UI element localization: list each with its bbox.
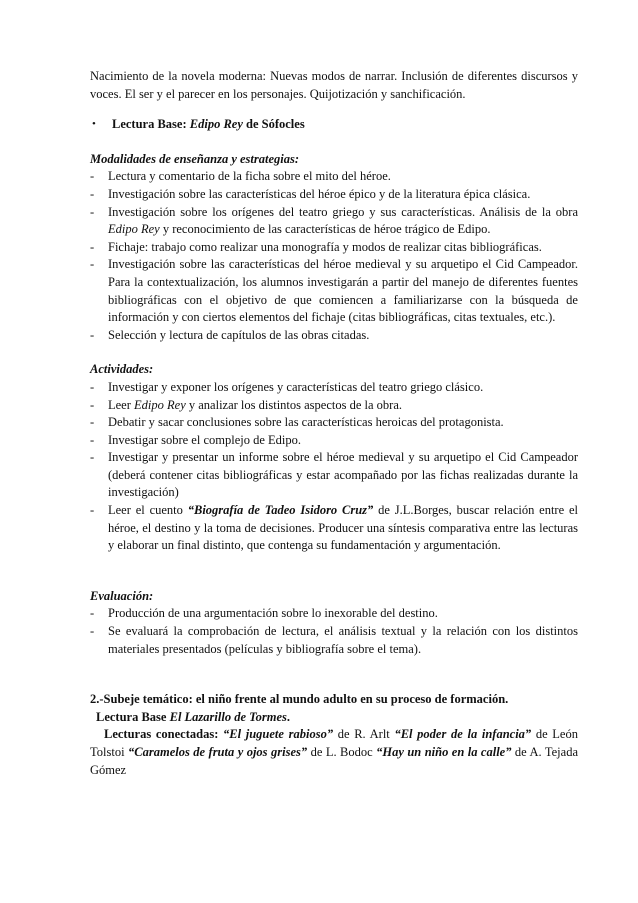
dash-marker: - <box>90 204 95 219</box>
list-item-text: Lectura y comentario de la ficha sobre el mito del héroe. <box>108 169 391 184</box>
list-item-text: Producción de una argumentación sobre lo inexorable del destino. <box>108 606 438 621</box>
lecturas-conectadas <box>90 726 578 779</box>
list-item-text: Leer <box>108 397 135 412</box>
list-item-text: Investigar sobre el complejo de Edipo. <box>108 432 301 447</box>
list-item <box>90 432 578 450</box>
dash-marker: - <box>90 257 95 272</box>
dash-marker: - <box>90 397 95 412</box>
dash-marker: - <box>90 379 95 394</box>
evaluacion-list <box>90 605 578 658</box>
document-page <box>90 68 578 779</box>
list-item-text: y reconocimiento de las características de héroe trágico de Edipo. <box>159 222 491 237</box>
subeje-2-title: 2.-Subeje temático: el niño frente al mundo adulto en su proceso de formación. <box>90 692 509 707</box>
author-text: de R. Arlt <box>333 727 395 742</box>
list-item-text: de J.L.Borges, buscar relación entre el héroe, el destino y la toma de decisiones. Producer una síntesis comparativa entre las lecturas y elaborar un final distinto, que contenga su fundamentación y argumentación. <box>108 503 578 553</box>
lectura-base-lazarillo <box>90 709 578 727</box>
list-item-text: Investigación sobre los orígenes del teatro griego y sus características. Análisis de la obra <box>108 204 578 219</box>
punctuation: . <box>286 709 290 724</box>
dash-marker: - <box>90 415 95 430</box>
list-item-text: Investigación sobre las características del héroe épico y de la literatura épica clásica. <box>108 186 531 201</box>
author-text: de A. Tejada Gómez <box>90 745 578 777</box>
list-item-text: Investigar y exponer los orígenes y características del teatro griego clásico. <box>108 379 484 394</box>
list-item <box>90 623 578 658</box>
list-item-text: Investigación sobre las características del héroe medieval y su arquetipo el Cid Campeador. Para la contextualización, los alumnos investigarán a partir del manejo de diferentes fuentes bibliográficas con el objetivo de que comiencen a familiarizarse con la búsqueda de información y con ciertos elementos del fichaje (citas bibliográficas, citas textuales, etc.). <box>108 257 578 325</box>
list-item-text: Debatir y sacar conclusiones sobre las características heroicas del protagonista. <box>108 415 504 430</box>
dash-marker: - <box>90 624 95 639</box>
work-title: “Hay un niño en la calle” <box>376 745 512 759</box>
list-item <box>90 379 578 397</box>
subeje-2-section <box>90 691 578 779</box>
modalidades-section <box>90 151 578 345</box>
list-item <box>90 204 578 239</box>
dash-marker: - <box>90 169 95 184</box>
actividades-section <box>90 361 578 555</box>
lectura-base-label: Lectura Base <box>96 709 170 724</box>
lectura-base-suffix: de Sófocles <box>242 117 305 132</box>
work-title: “Caramelos de fruta y ojos grises” <box>128 745 308 759</box>
lectura-base-prefix: Lectura Base: <box>112 117 190 132</box>
dash-marker: - <box>90 239 95 254</box>
list-item <box>90 502 578 555</box>
list-item <box>90 327 578 345</box>
list-item-text: y analizar los distintos aspectos de la obra. <box>185 397 403 412</box>
lecturas-conectadas-label: Lecturas conectadas: <box>104 727 224 742</box>
list-item <box>90 256 578 326</box>
evaluacion-section <box>90 588 578 658</box>
dash-marker: - <box>90 327 95 342</box>
actividades-list <box>90 379 578 555</box>
evaluacion-heading: Evaluación: <box>90 588 154 603</box>
dash-marker: - <box>90 606 95 621</box>
bullet-icon: • <box>92 118 96 131</box>
work-title: Edipo Rey <box>134 397 186 412</box>
list-item <box>90 605 578 623</box>
dash-marker: - <box>90 186 95 201</box>
list-item-text: Fichaje: trabajo como realizar una monografía y modos de realizar citas bibliográficas. <box>108 239 542 254</box>
list-item-text: Se evaluará la comprobación de lectura, el análisis textual y la relación con los distintos materiales presentados (películas y bibliografía sobre el tema). <box>108 624 578 656</box>
actividades-heading: Actividades: <box>90 362 154 377</box>
list-item-text: Selección y lectura de capítulos de las obras citadas. <box>108 327 370 342</box>
modalidades-list <box>90 168 578 344</box>
list-item <box>90 397 578 415</box>
list-item <box>90 168 578 186</box>
list-item <box>90 449 578 502</box>
intro-paragraph: Nacimiento de la novela moderna: Nuevas modos de narrar. Inclusión de diferentes discursos y voces. El ser y el parecer en los personajes. Quijotización y sanchificación. <box>90 69 578 101</box>
modalidades-heading: Modalidades de enseñanza y estrategias: <box>90 151 300 166</box>
list-item <box>90 186 578 204</box>
dash-marker: - <box>90 450 95 465</box>
lectura-base-edipo <box>90 116 578 134</box>
dash-marker: - <box>90 432 95 447</box>
list-item-text: Investigar y presentar un informe sobre el héroe medieval y su arquetipo el Cid Campeador (deberá contener citas bibliográficas y estar acompañado por las fichas realizadas durante la investigación) <box>108 450 578 500</box>
work-title: “El poder de la infancia” <box>394 727 532 742</box>
work-title: El Lazarillo de Tormes <box>169 709 287 724</box>
work-title: “El juguete rabioso” <box>223 727 334 742</box>
dash-marker: - <box>90 503 95 518</box>
author-text: de León Tolstoi <box>90 727 578 759</box>
list-item <box>90 414 578 432</box>
lectura-base-title: Edipo Rey <box>189 117 243 132</box>
list-item <box>90 239 578 257</box>
work-title: “Biografía de Tadeo Isidoro Cruz” <box>187 503 374 518</box>
work-title: Edipo Rey <box>108 222 160 237</box>
author-text: de L. Bodoc <box>307 745 377 759</box>
list-item-text: Leer el cuento <box>108 503 188 518</box>
